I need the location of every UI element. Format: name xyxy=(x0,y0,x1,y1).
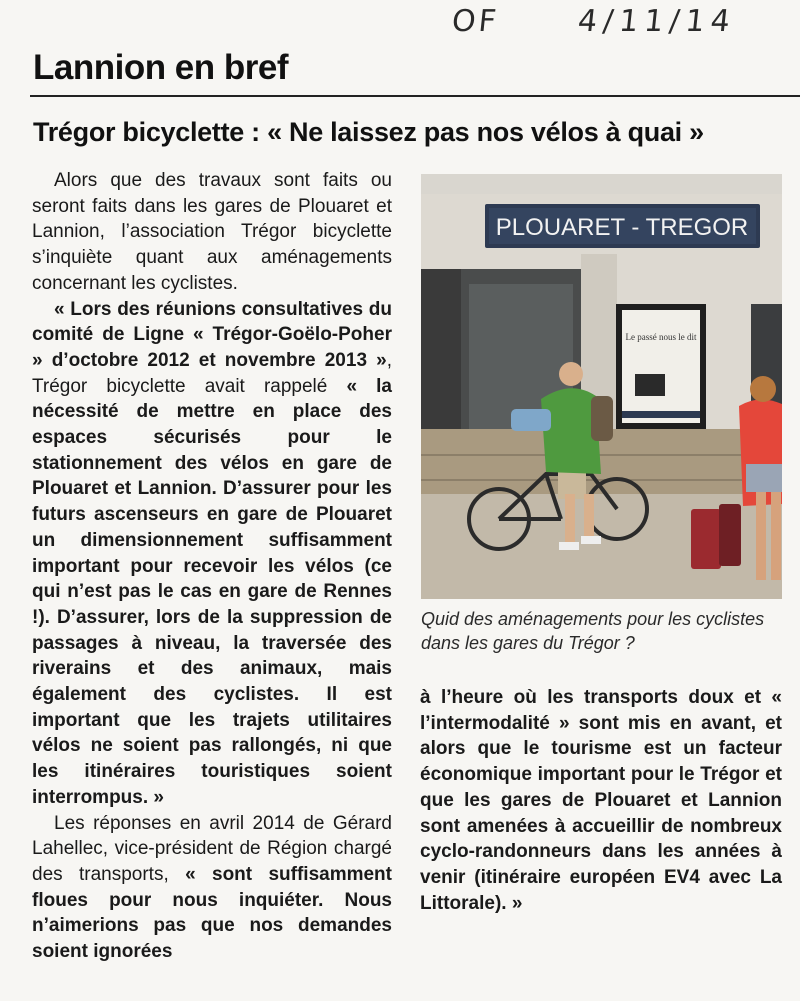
quote-meetings: « Lors des réunions consultatives du comité de Ligne « Trégor-Goëlo-Poher » d’octobre 2012 et novembre 2013 » xyxy=(32,298,392,371)
article-continuation: à l’heure où les transports doux et « l’intermodalité » sont mis en avant, et alors que le tourisme est un facteur économique important pour le Trégor et que les gares de Plouaret et Lannion sont amenées à accueillir de nombreux cyclo-randonneurs dans les années à venir (itinéraire européen EV4 avec La Littorale). » xyxy=(420,687,782,914)
station-photo-illustration xyxy=(421,174,782,599)
article-paragraph-3 xyxy=(32,811,392,965)
handwritten-source-note: OF xyxy=(450,4,501,39)
section-title: Lannion en bref xyxy=(33,48,288,87)
paragraph-2-text: , Trégor bicyclette avait rappelé xyxy=(32,349,392,397)
article-photo xyxy=(421,174,782,599)
article-column-right xyxy=(420,685,782,916)
article-headline: Trégor bicyclette : « Ne laissez pas nos vélos à quai » xyxy=(33,117,704,147)
section-divider xyxy=(30,95,800,97)
photo-caption: Quid des aménagements pour les cyclistes dans les gares du Trégor ? xyxy=(421,609,765,653)
station-sign-text: PLOUARET - TREGOR xyxy=(495,214,749,241)
article-paragraph-1: Alors que des travaux sont faits ou seront faits dans les gares de Plouaret et Lannion, l’association Trégor bicyclette s’inquiète quant aux aménagements concernant les cyclistes. xyxy=(32,170,392,294)
quote-demands: « la nécessité de mettre en place des espaces sécurisés pour le stationnement des vélos en gare de Plouaret et Lannion. D’assurer pour les futurs ascenseurs en gare de Plouaret un dimensionnement suffisamment important pour recevoir les vélos (ce qui n’est pas le cas en gare de Rennes !). D’assurer, lors de la suppression de passages à niveau, la traversée des riverains et des animaux, mais également des cyclistes. Il est important que les trajets utilitaires vélos ne soient pas rallongés, ni que les itinéraires touristiques soient interrompus. » xyxy=(32,375,392,808)
article-column-left xyxy=(32,168,392,965)
quote-response: « sont suffisamment floues pour nous inquiéter. Nous n’aimerions pas que nos demandes soient ignorées xyxy=(32,863,392,963)
poster-text: Le passé nous le dit xyxy=(625,332,697,342)
handwritten-date-note: 4/11/14 xyxy=(576,4,738,39)
article-paragraph-2 xyxy=(32,297,392,811)
paragraph-3-text: Les réponses en avril 2014 de Gérard Lahellec, vice-président de Région chargé des transports, xyxy=(32,812,392,885)
